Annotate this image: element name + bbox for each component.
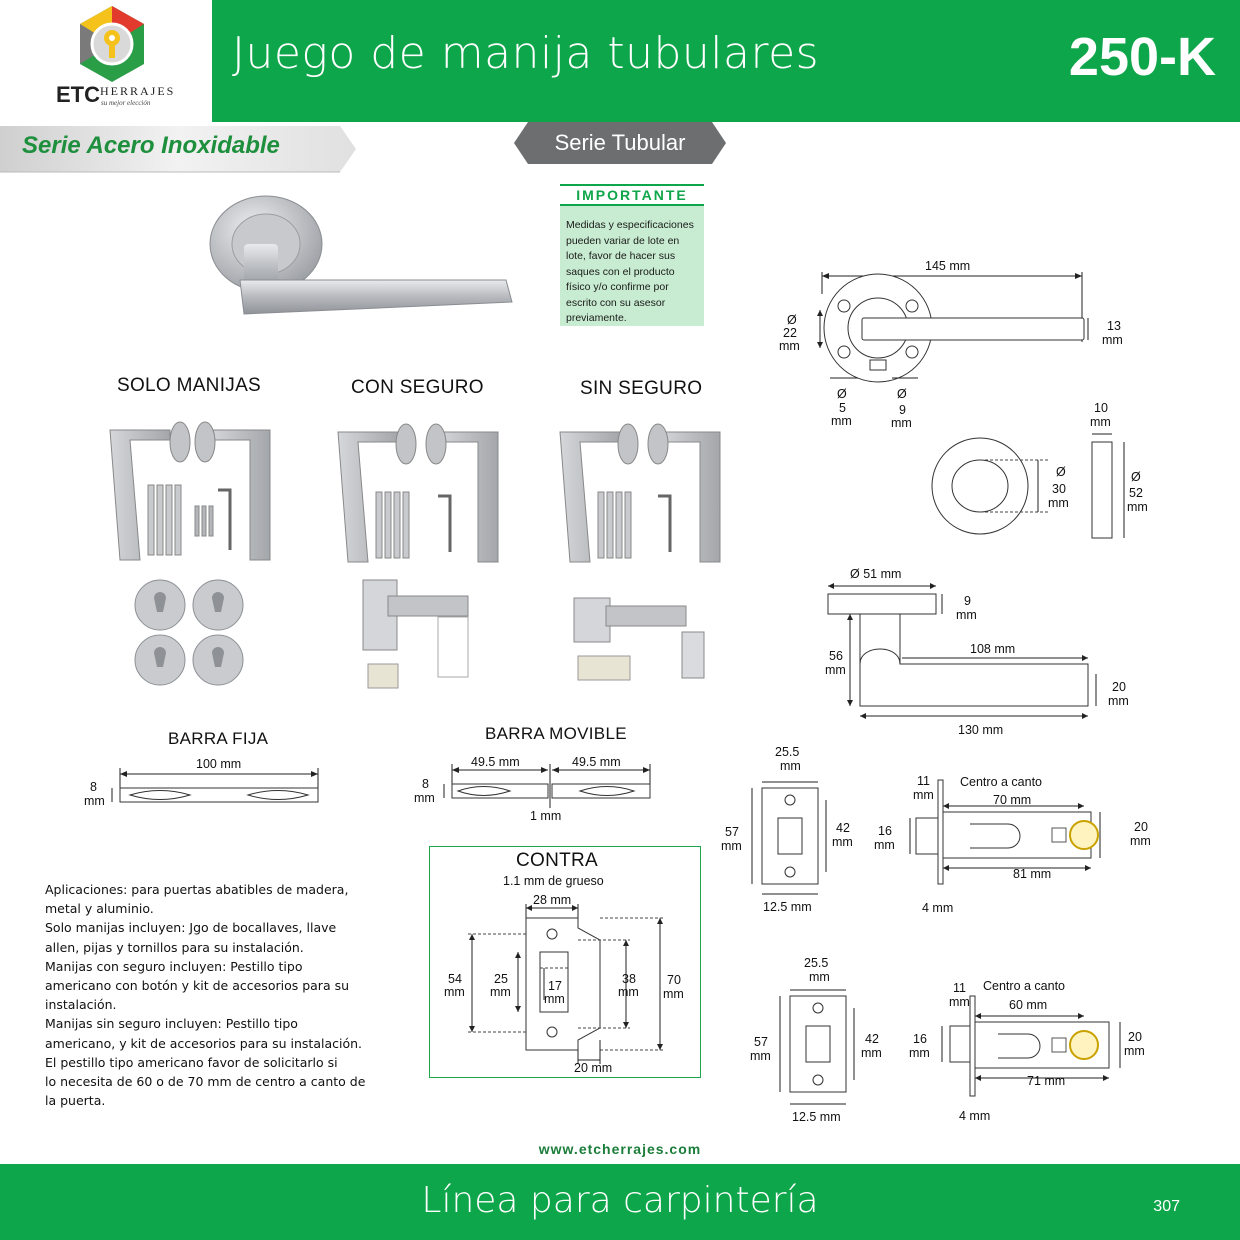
lever-side-bar-value: 20	[1112, 680, 1126, 694]
lever-side-unit: mm	[825, 663, 846, 677]
contra-title: CONTRA	[516, 850, 599, 871]
rose-top-phi: Ø	[897, 387, 907, 401]
description-line: americano, y kit de accesorios para su instalación.	[45, 1035, 363, 1051]
latch70-unit: mm	[721, 839, 742, 853]
rose-top-unit: mm	[891, 416, 912, 430]
group-title-solo: SOLO MANIJAS	[117, 375, 262, 396]
lever-side-rose-th-value: 9	[964, 594, 971, 608]
description-line: lo necesita de 60 o de 70 mm de centro a canto de	[45, 1074, 366, 1090]
latch70-unit: mm	[780, 759, 801, 773]
latch70-depth: 81 mm	[1013, 867, 1052, 881]
rose-plate-inner-value: 30	[1052, 482, 1066, 496]
important-line: Medidas y especificaciones	[566, 219, 694, 231]
latch60-unit: mm	[909, 1046, 930, 1060]
contra-outer-value: 54	[448, 972, 462, 986]
latch70-label: Centro a canto	[960, 775, 1042, 789]
latch70-unit: mm	[832, 835, 853, 849]
product-lever-image	[206, 194, 526, 324]
contra-unit: mm	[444, 985, 465, 999]
latch60-unit: mm	[750, 1049, 771, 1063]
barra-fija-length: 100 mm	[196, 757, 242, 771]
lever-side-unit: mm	[1108, 694, 1129, 708]
model-code: 250-K	[1068, 27, 1216, 87]
barra-movible-height-unit: mm	[414, 791, 435, 805]
contra-hole-value: 17	[548, 979, 562, 993]
contra-right2-value: 70	[667, 973, 681, 987]
latch60-face-value: 11	[953, 981, 966, 995]
rose-plate-unit: mm	[1127, 500, 1148, 514]
page-title: Juego de manija tubulares	[232, 28, 820, 79]
description-line: Aplicaciones: para puertas abatibles de madera,	[45, 882, 349, 897]
important-line: lote, favor de hacer sus	[566, 250, 676, 262]
rose-plate-unit: mm	[1090, 415, 1111, 429]
rose-top-unit: mm	[779, 339, 800, 353]
contra-width: 28 mm	[533, 893, 572, 907]
rose-plate-outer-value: 52	[1129, 486, 1143, 500]
description-line: americano con botón y kit de accesorios para su	[45, 978, 350, 994]
latch70-height-value: 16	[878, 824, 892, 838]
group-title-con: CON SEGURO	[351, 377, 484, 398]
description-line: Manijas con seguro incluyen: Pestillo tipo	[45, 958, 303, 974]
barra-movible-right: 49.5 mm	[572, 755, 621, 769]
contra-unit: mm	[544, 992, 565, 1006]
lever-side-unit: mm	[956, 608, 977, 622]
rose-plate-thick-value: 10	[1094, 401, 1108, 415]
latch70-plate-w-value: 25.5	[775, 745, 800, 759]
contra-unit: mm	[618, 985, 639, 999]
description-line: la puerta.	[45, 1093, 106, 1109]
logo-tagline: su mejor elección	[101, 99, 151, 107]
logo-brand: ETC	[56, 82, 100, 107]
description	[45, 880, 375, 1110]
description-line: Manijas sin seguro incluyen: Pestillo tipo	[45, 1016, 298, 1032]
latch60-unit: mm	[1124, 1044, 1145, 1058]
latch60-case-value: 20	[1128, 1030, 1142, 1044]
latch60-slot-value: 42	[865, 1032, 879, 1046]
rose-top-width: 145 mm	[925, 259, 971, 273]
rose-top-hole2-value: 9	[899, 403, 906, 417]
latch60-unit: mm	[949, 995, 970, 1009]
latch60-thick: 4 mm	[959, 1109, 991, 1123]
latch70-slot-value: 42	[836, 821, 850, 835]
latch70-plate-h-value: 57	[725, 825, 739, 839]
rose-plate-phi: Ø	[1056, 465, 1066, 479]
product-sets-image	[100, 410, 730, 690]
footer-line-title: Línea para carpintería	[421, 1180, 819, 1221]
contra-drawing	[440, 900, 700, 1075]
barra-fija-height-value: 8	[90, 780, 97, 794]
latch60-unit: mm	[861, 1046, 882, 1060]
latch60-plate-w-value: 25.5	[804, 956, 829, 970]
important-body	[566, 218, 700, 327]
latch60-bottom: 12.5 mm	[792, 1110, 841, 1124]
latch70-bottom: 12.5 mm	[763, 900, 812, 914]
rose-plate-drawing	[928, 420, 1128, 550]
lever-side-total: 130 mm	[958, 723, 1004, 737]
contra-right1-value: 38	[622, 972, 636, 986]
logo-name: HERRAJES	[100, 84, 176, 98]
website-link[interactable]: www.etcherrajes.com	[538, 1141, 702, 1157]
latch70-unit: mm	[913, 788, 934, 802]
group-title-sin: SIN SEGURO	[580, 378, 703, 399]
latch60-drawing	[770, 980, 1170, 1120]
latch70-case-value: 20	[1134, 820, 1148, 834]
barra-fija-height-unit: mm	[84, 794, 105, 808]
contra-subtitle: 1.1 mm de grueso	[503, 874, 604, 888]
rose-top-thick-value: 13	[1107, 319, 1121, 333]
rose-top-d-value: 22	[783, 326, 797, 340]
set-solo-manijas	[110, 422, 270, 685]
contra-bottom: 20 mm	[574, 1061, 613, 1075]
barra-movible-left: 49.5 mm	[471, 755, 520, 769]
description-line: instalación.	[45, 997, 117, 1013]
latch60-plate-h-value: 57	[754, 1035, 768, 1049]
series-material-label: Serie Acero Inoxidable	[22, 132, 280, 159]
contra-unit: mm	[663, 987, 684, 1001]
description-line: El pestillo tipo americano favor de solicitarlo si	[45, 1054, 338, 1070]
latch60-label: Centro a canto	[983, 979, 1065, 993]
rose-plate-phi: Ø	[1131, 470, 1141, 484]
latch70-thick: 4 mm	[922, 901, 954, 915]
description-line: metal y aluminio.	[45, 901, 154, 917]
rose-top-phi: Ø	[837, 387, 847, 401]
rose-top-phi: Ø	[787, 313, 797, 327]
rose-plate-unit: mm	[1048, 496, 1069, 510]
logo-shield-icon	[76, 4, 148, 84]
contra-unit: mm	[490, 985, 511, 999]
latch60-depth: 71 mm	[1027, 1074, 1066, 1088]
contra-inner-value: 25	[494, 972, 508, 986]
barra-fija-title: BARRA FIJA	[168, 729, 269, 748]
lever-side-rose: Ø 51 mm	[850, 567, 902, 581]
set-sin-seguro	[560, 424, 720, 680]
barra-movible-title: BARRA MOVIBLE	[485, 724, 627, 743]
latch70-unit: mm	[874, 838, 895, 852]
page-number: 307	[1153, 1198, 1180, 1215]
latch60-height-value: 16	[913, 1032, 927, 1046]
latch70-unit: mm	[1130, 834, 1151, 848]
important-heading: IMPORTANTE	[560, 184, 704, 206]
barra-movible-height-value: 8	[422, 777, 429, 791]
latch70-face-value: 11	[917, 774, 930, 788]
lever-side-length: 108 mm	[970, 642, 1016, 656]
latch60-backset: 60 mm	[1009, 998, 1048, 1012]
series-type-label: Serie Tubular	[554, 130, 686, 155]
important-line: escrito con su asesor	[566, 296, 666, 309]
latch70-backset: 70 mm	[993, 793, 1032, 807]
description-line: Solo manijas incluyen: Jgo de bocallaves, llave	[45, 920, 337, 936]
rose-top-drawing	[800, 268, 1100, 398]
set-con-seguro	[338, 424, 498, 688]
important-line: saques con el producto	[566, 265, 675, 278]
important-line: previamente.	[566, 312, 627, 324]
rose-top-unit: mm	[831, 414, 852, 428]
important-line: pueden variar de lote en	[566, 234, 680, 247]
latch60-unit: mm	[809, 970, 830, 984]
barra-movible-gap: 1 mm	[530, 809, 562, 823]
latch70-drawing	[740, 770, 1170, 910]
lever-side-height-value: 56	[829, 649, 843, 663]
important-line: físico y/o confirme por	[566, 281, 669, 293]
rose-top-hole1-value: 5	[839, 401, 846, 415]
rose-top-unit: mm	[1102, 333, 1123, 347]
description-line: allen, pijas y tornillos para su instalación.	[45, 939, 304, 955]
